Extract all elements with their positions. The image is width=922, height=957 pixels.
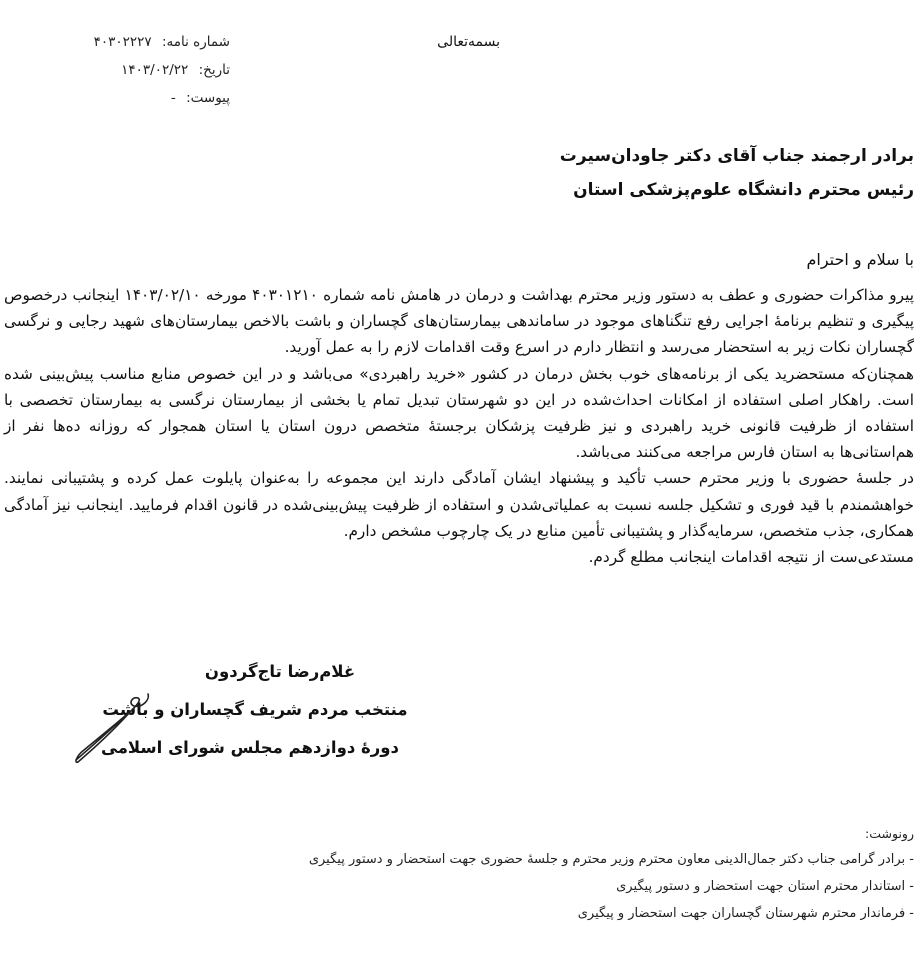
cc-title: رونوشت:: [865, 826, 914, 841]
letter-number-value: ۴۰۳۰۲۲۲۷: [93, 34, 152, 50]
attachment-row: [80, 90, 230, 106]
signatory-term: دورهٔ دوازدهم مجلس شورای اسلامی: [101, 738, 399, 757]
cc-item: - فرماندار محترم شهرستان گچساران جهت استحضار و پیگیری: [577, 906, 914, 921]
bismillah-heading: بسمه‌تعالی: [437, 34, 500, 50]
cc-item: - برادر گرامی جناب دکتر جمال‌الدینی معاون محترم وزیر محترم و جلسهٔ حضوری جهت استحضار و دستور پیگیری: [308, 852, 914, 867]
date-label: تاریخ:: [198, 62, 230, 78]
cc-list: [309, 846, 914, 927]
body-paragraph: مستدعی‌ست از نتیجه اقدامات اینجانب مطلع گردم.: [588, 548, 914, 567]
body-paragraph: پیرو مذاکرات حضوری و عطف به دستور وزیر محترم بهداشت و درمان در هامش نامه شماره ۴۰۳۰۱۲۱۰ مورخه ۱۴۰۳/۰۲/۱۰ اینجانب درخصوص پیگیری و تنظیم برنامهٔ اجرایی رفع تنگناهای موجود در ساماندهی بیمارستان‌های گچساران و باشت بالاخص بیمارستان‌های شهید رجایی و نرگسی گچساران نکات زیر به استحضار می‌رسد و انتظار دارم در اسرع وقت اقدامات لازم را به عمل آورید.: [4, 286, 914, 357]
body-paragraph: همچنان‌که مستحضرید یکی از برنامه‌های خوب بخش درمان در کشور «خرید راهبردی» می‌باشد و در این خصوص منابع مناسب پیش‌بینی شده است. راهکار اصلی استفاده از امکانات احداث‌شده در این دو شهرستان تبدیل تمام یا بخشی از بیمارستان نرگسی به بیمارستان تخصصی با استفاده از ظرفیت قانونی خرید راهبردی و نیز ظرفیت پزشکان برجستهٔ متخصص درون استان یا استان همجوار که روزانه ده‌ها نفر از هم‌استانی‌ها به استان فارس مراجعه می‌کنند می‌باشد.: [4, 364, 914, 462]
salutation: با سلام و احترام: [806, 250, 914, 269]
signatory-title: منتخب مردم شریف گچساران و باشت: [102, 700, 408, 719]
letter-body: [4, 282, 914, 570]
date-row: [80, 62, 230, 78]
addressee-name: برادر ارجمند جناب آقای دکتر جاودان‌سیرت: [559, 146, 914, 166]
handwritten-signature-icon: [70, 690, 170, 770]
signatory-name: غلام‌رضا تاج‌گردون: [204, 662, 356, 681]
cc-item: - استاندار محترم استان جهت استحضار و دستور پیگیری: [616, 879, 914, 894]
date-value: ۱۴۰۳/۰۲/۲۲: [121, 62, 189, 78]
addressee-title: رئیس محترم دانشگاه علوم‌پزشکی استان: [573, 180, 914, 200]
attachment-value: -: [170, 90, 176, 106]
letter-number-label: شماره نامه:: [161, 34, 230, 50]
body-paragraph: در جلسهٔ حضوری با وزیر محترم حسب تأکید و پیشنهاد ایشان آمادگی دارند این مجموعه را به‌عنوان پایلوت عمل کرده و پشتیبانی نمایند. خواهشمندم با قید فوری و تشکیل جلسه نسبت به عملیاتی‌شدن و استفاده از ظرفیت پیش‌بینی‌شده در قانون اقدام فرمایید. اینجانب نیز آمادگی همکاری، جذب متخصص، سرمایه‌گذار و پشتیبانی تأمین منابع در یک چارچوب مشخص دارم.: [4, 469, 914, 540]
letter-number-row: [80, 34, 230, 50]
attachment-label: پیوست:: [186, 90, 230, 106]
